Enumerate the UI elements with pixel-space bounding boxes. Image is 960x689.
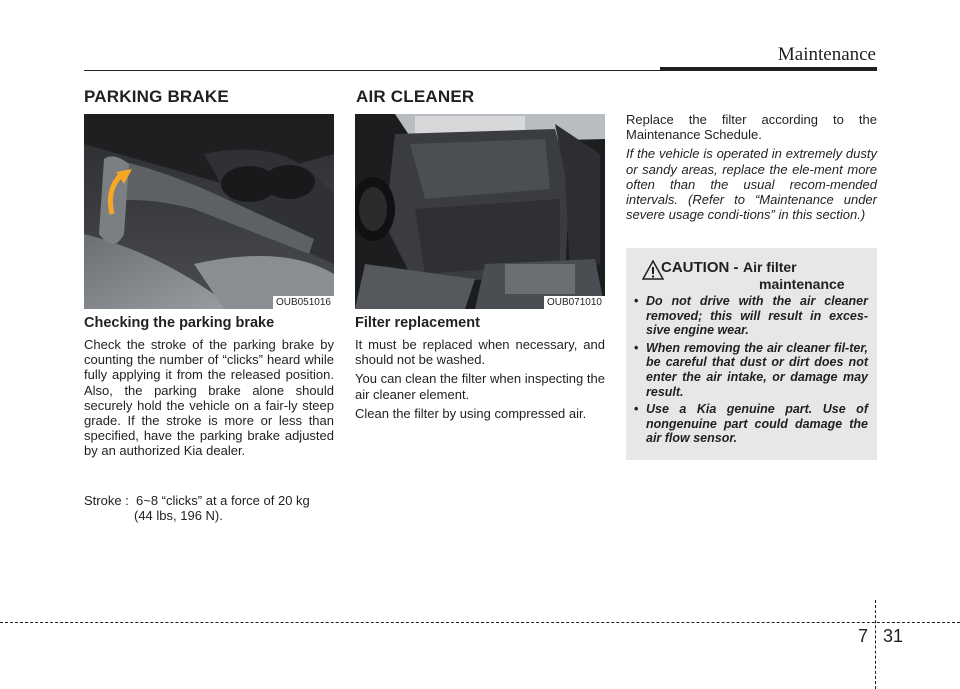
filter-paragraph-1: It must be replaced when necessary, and should not be washed.	[355, 337, 605, 368]
parking-brake-illustration	[84, 114, 334, 309]
subheading-filter-replacement: Filter replacement	[355, 315, 480, 331]
header-rule-thin	[84, 70, 660, 71]
caution-title-line2: maintenance	[759, 276, 845, 292]
caution-item-3: • Use a Kia genuine part. Use of nongenuine part could damage the air flow sensor.	[626, 402, 868, 446]
replace-filter-paragraph: Replace the filter according to the Maintenance Schedule.	[626, 112, 877, 143]
header-rule-thick	[660, 67, 877, 71]
replace-filter-text	[626, 112, 877, 226]
parking-brake-text: Check the stroke of the parking brake by counting the number of “clicks” heard while fully applying it from the released position. Also, the parking brake alone should securely hold the vehicle on a fair-ly steep grade. If the stroke is more or less than specified, have the parking brake adjusted by an authorized Kia dealer.	[84, 337, 334, 459]
filter-paragraph-3: Clean the filter by using compressed air.	[355, 405, 587, 421]
caution-title-line1: Air filter	[742, 259, 797, 275]
parking-brake-paragraph	[84, 337, 334, 463]
header-title: Maintenance	[777, 44, 876, 65]
page-chapter: 7	[858, 626, 869, 646]
caution-box	[626, 248, 877, 460]
stroke-spec	[84, 493, 334, 523]
caution-item-2: • When removing the air cleaner fil-ter, be careful that dust or dirt does not enter the air intake, or damage may result.	[626, 341, 868, 399]
caution-label: CAUTION -	[661, 259, 739, 276]
air-cleaner-illustration	[355, 114, 605, 309]
subheading-checking-parking-brake: Checking the parking brake	[84, 315, 275, 331]
filter-replacement-text	[355, 337, 605, 425]
section-title-air-cleaner: AIR CLEANER	[356, 87, 475, 106]
stroke-value-line1: 6~8 “clicks” at a force of 20 kg	[136, 493, 310, 508]
caution-item-1: • Do not drive with the air cleaner removed; this will result in exces-sive engine wear.	[626, 294, 868, 338]
section-title-parking-brake: PARKING BRAKE	[84, 87, 229, 106]
photo-code-middle: OUB071010	[544, 296, 605, 309]
filter-paragraph-2: You can clean the filter when inspecting the air cleaner element.	[355, 371, 605, 402]
air-cleaner-photo	[355, 114, 605, 309]
page-number: 31	[883, 626, 904, 646]
stroke-value-line2: (44 lbs, 196 N).	[134, 508, 223, 524]
photo-code-left: OUB051016	[273, 296, 334, 309]
caution-heading	[661, 259, 797, 277]
stroke-label: Stroke :	[84, 493, 129, 508]
footer-dashed-rule	[0, 622, 960, 623]
caution-list	[626, 294, 868, 449]
footer-vertical-rule	[875, 600, 876, 689]
severe-usage-note: If the vehicle is operated in extremely dusty or sandy areas, replace the ele-ment more often than the usual recom-mended intervals. (Refer to “Maintenance under severe usage condi-tions” in this section.)	[626, 146, 877, 223]
parking-brake-photo	[84, 114, 334, 309]
